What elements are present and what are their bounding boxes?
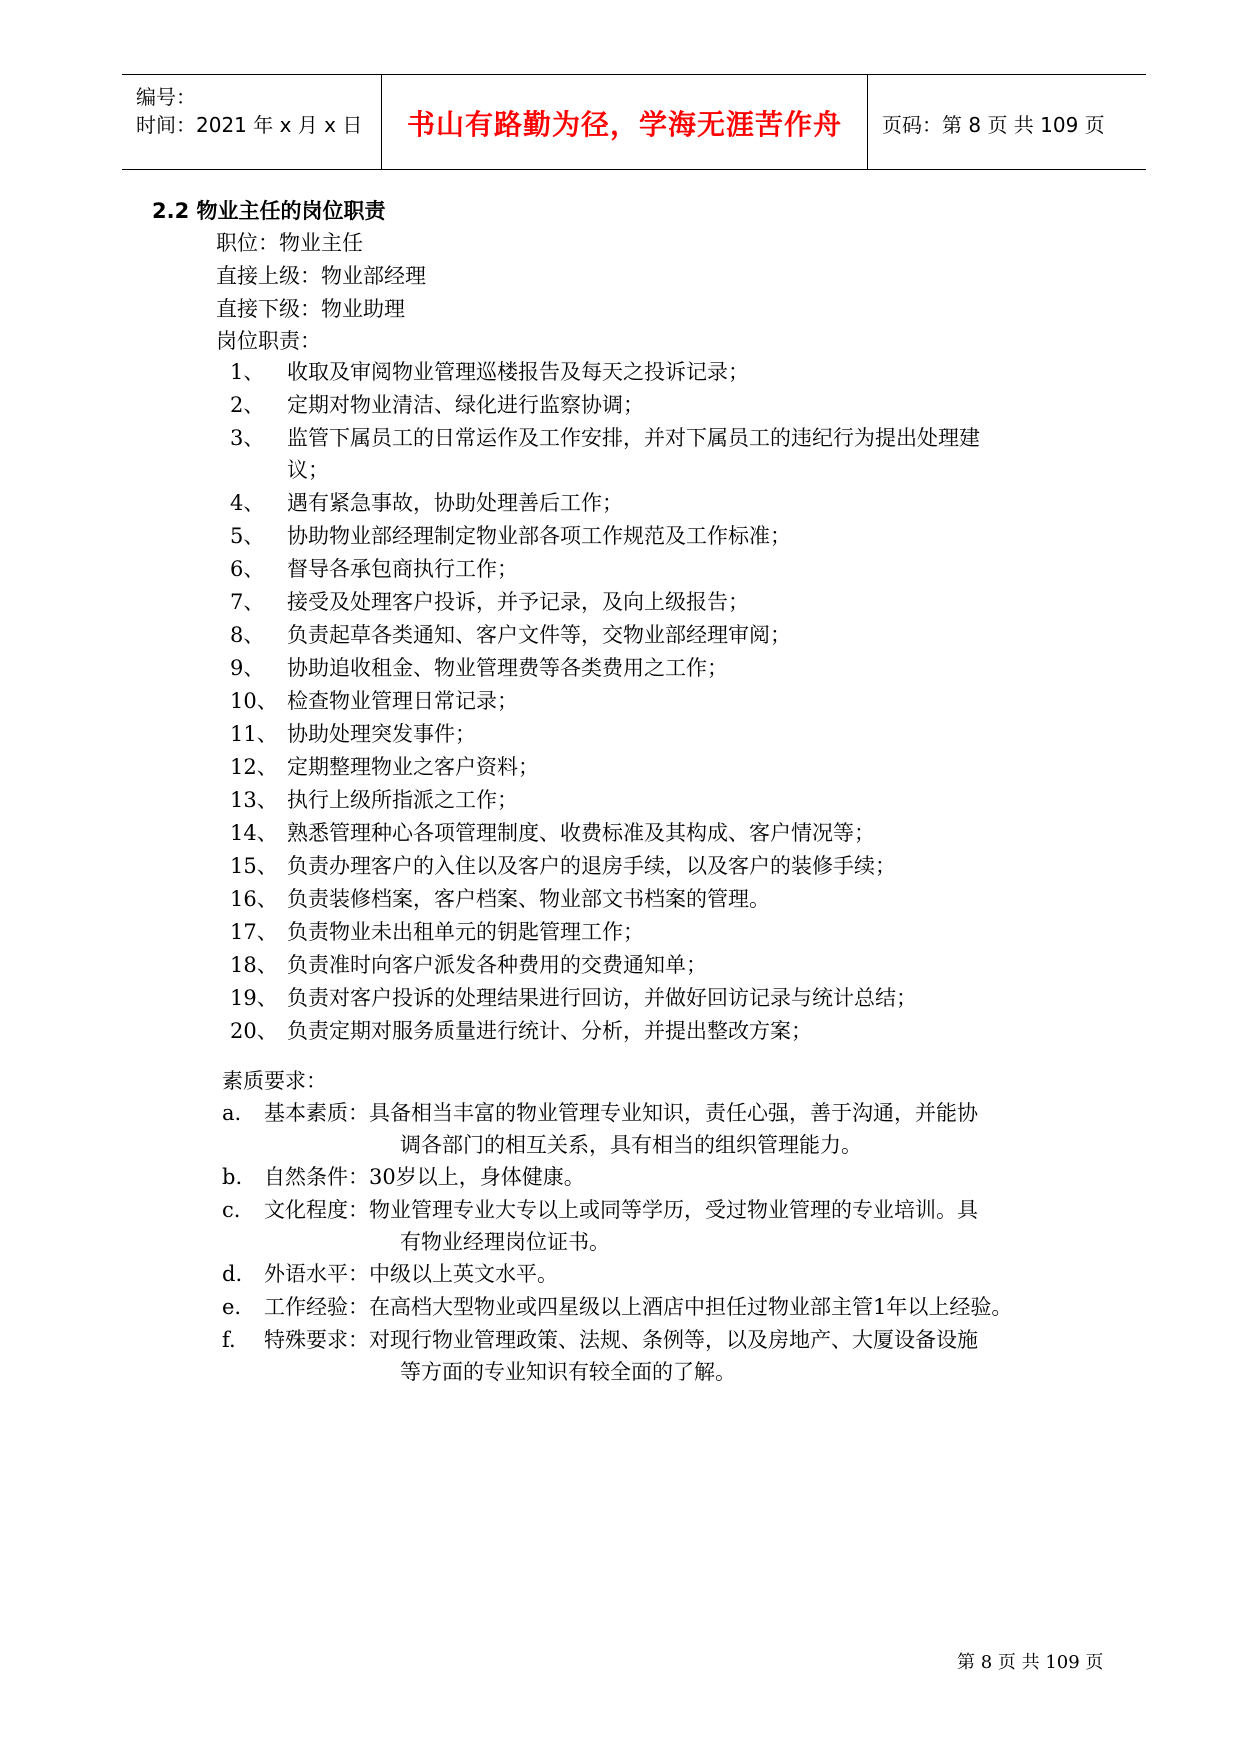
duty-text: 协助物业部经理制定物业部各项工作规范及工作标准； <box>287 524 791 548</box>
page-footer: 第 8 页 共 109 页 <box>957 1652 1104 1673</box>
duty-text: 定期对物业清洁、绿化进行监察协调； <box>287 393 644 417</box>
duty-number: 18、 <box>230 953 278 977</box>
duty-number: 13、 <box>230 788 278 812</box>
duty-number: 6、 <box>230 557 265 581</box>
superior-line: 直接上级：物业部经理 <box>216 264 426 288</box>
duty-number: 17、 <box>230 920 278 944</box>
duty-number: 1、 <box>230 360 265 384</box>
duty-number: 10、 <box>230 689 278 713</box>
quality-letter: b. <box>222 1165 243 1189</box>
header-time-label: 时间：2021 年 x 月 x 日 <box>136 113 363 137</box>
duty-text: 负责装修档案，客户档案、物业部文书档案的管理。 <box>287 887 770 911</box>
quality-letter: e. <box>222 1295 242 1319</box>
duty-number: 5、 <box>230 524 265 548</box>
duty-number: 7、 <box>230 590 265 614</box>
quality-label: 素质要求： <box>222 1069 327 1093</box>
quality-letter: f. <box>222 1328 236 1352</box>
duty-number: 11、 <box>230 722 278 746</box>
duty-text: 负责办理客户的入住以及客户的退房手续，以及客户的装修手续； <box>287 854 896 878</box>
duty-number: 20、 <box>230 1019 278 1043</box>
duty-number: 9、 <box>230 656 265 680</box>
duty-text: 协助追收租金、物业管理费等各类费用之工作； <box>287 656 728 680</box>
duty-number: 19、 <box>230 986 278 1010</box>
quality-letter: a. <box>222 1101 242 1125</box>
header-number-label: 编号： <box>136 85 196 109</box>
duties-label: 岗位职责： <box>216 329 321 353</box>
duty-number: 12、 <box>230 755 278 779</box>
quality-text-continuation: 等方面的专业知识有较全面的了解。 <box>400 1360 736 1384</box>
duty-text: 监管下属员工的日常运作及工作安排，并对下属员工的违纪行为提出处理建 <box>287 426 980 450</box>
duty-text: 定期整理物业之客户资料； <box>287 755 539 779</box>
duty-number: 15、 <box>230 854 278 878</box>
quality-text: 自然条件：30岁以上，身体健康。 <box>264 1165 585 1189</box>
duty-text: 负责准时向客户派发各种费用的交费通知单； <box>287 953 707 977</box>
position-line: 职位：物业主任 <box>216 231 363 255</box>
duty-text: 熟悉管理种心各项管理制度、收费标准及其构成、客户情况等； <box>287 821 875 845</box>
duty-text: 检查物业管理日常记录； <box>287 689 518 713</box>
quality-text: 基本素质：具备相当丰富的物业管理专业知识，责任心强，善于沟通，并能协 <box>264 1101 978 1125</box>
quality-letter: d. <box>222 1262 243 1286</box>
duty-text-continuation: 议； <box>287 458 329 482</box>
duty-text: 负责对客户投诉的处理结果进行回访，并做好回访记录与统计总结； <box>287 986 917 1010</box>
duty-text: 协助处理突发事件； <box>287 722 476 746</box>
duty-number: 16、 <box>230 887 278 911</box>
duty-text: 执行上级所指派之工作； <box>287 788 518 812</box>
header-page-label: 页码：第 8 页 共 109 页 <box>882 113 1105 137</box>
duty-text: 负责起草各类通知、客户文件等，交物业部经理审阅； <box>287 623 791 647</box>
duty-number: 14、 <box>230 821 278 845</box>
quality-text-continuation: 有物业经理岗位证书。 <box>400 1230 610 1254</box>
quality-letter: c. <box>222 1198 241 1222</box>
duty-text: 接受及处理客户投诉，并予记录，及向上级报告； <box>287 590 749 614</box>
duty-number: 3、 <box>230 426 265 450</box>
header-motto: 书山有路勤为径，学海无涯苦作舟 <box>406 108 842 141</box>
quality-text: 外语水平：中级以上英文水平。 <box>264 1262 558 1286</box>
duty-number: 2、 <box>230 393 265 417</box>
quality-text-continuation: 调各部门的相互关系，具有相当的组织管理能力。 <box>400 1133 862 1157</box>
duty-number: 4、 <box>230 491 265 515</box>
subordinate-line: 直接下级：物业助理 <box>216 297 405 321</box>
duty-text: 负责定期对服务质量进行统计、分析，并提出整改方案； <box>287 1019 812 1043</box>
duty-text: 遇有紧急事故，协助处理善后工作； <box>287 491 623 515</box>
quality-text: 文化程度：物业管理专业大专以上或同等学历，受过物业管理的专业培训。具 <box>264 1198 978 1222</box>
quality-text: 工作经验：在高档大型物业或四星级以上酒店中担任过物业部主管1年以上经验。 <box>264 1295 1013 1319</box>
duty-text: 收取及审阅物业管理巡楼报告及每天之投诉记录； <box>287 360 749 384</box>
duty-number: 8、 <box>230 623 265 647</box>
duty-text: 负责物业未出租单元的钥匙管理工作； <box>287 920 644 944</box>
duty-text: 督导各承包商执行工作； <box>287 557 518 581</box>
section-title: 2.2 物业主任的岗位职责 <box>152 199 386 223</box>
quality-text: 特殊要求：对现行物业管理政策、法规、条例等，以及房地产、大厦设备设施 <box>264 1328 978 1352</box>
